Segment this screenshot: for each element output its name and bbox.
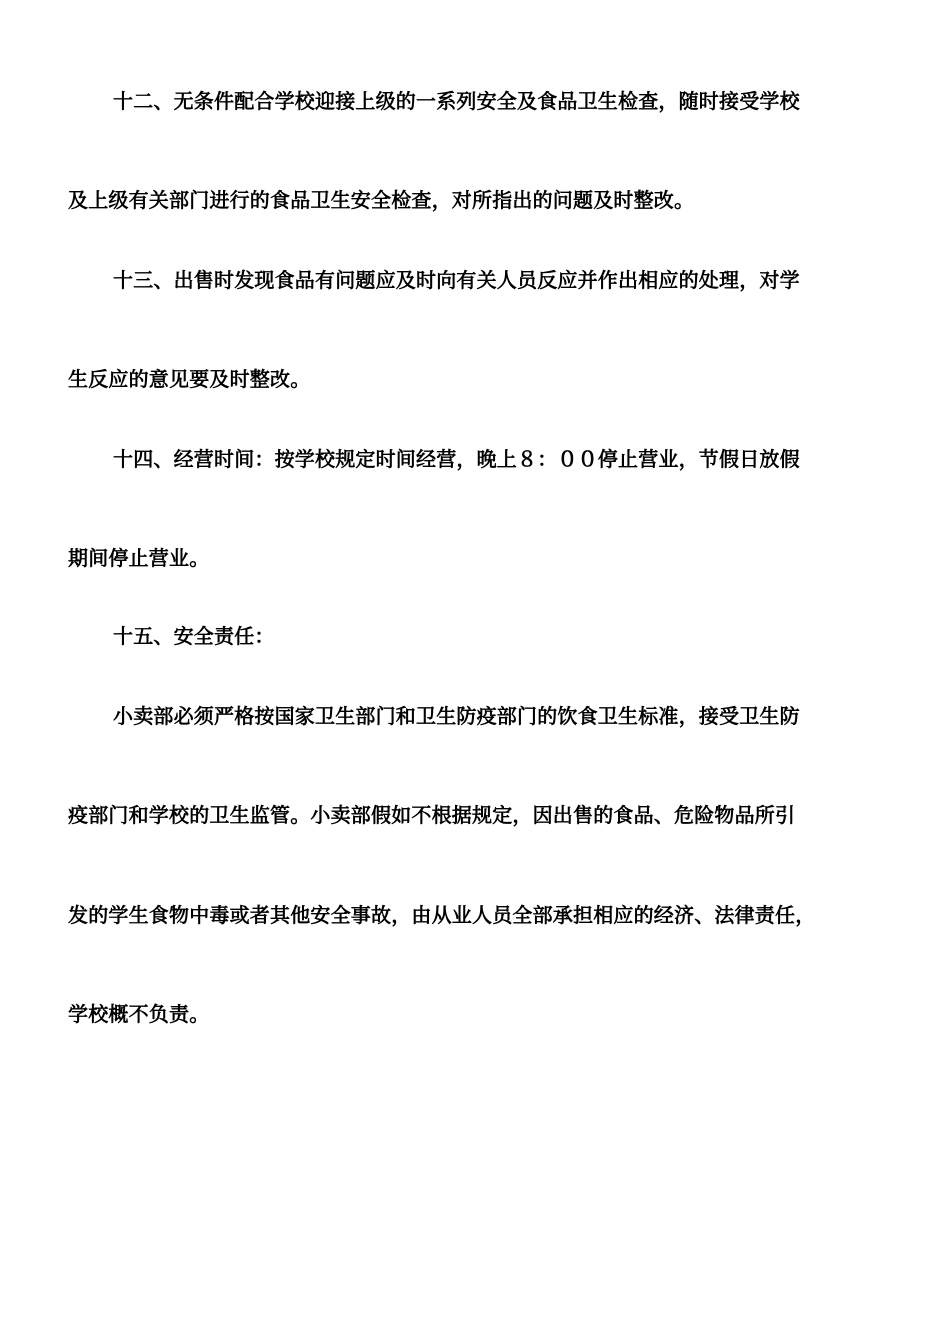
paragraph-safety-line-2: 疫部门和学校的卫生监管。小卖部假如不根据规定，因出售的食品、危险物品所引: [68, 803, 796, 827]
paragraph-14-line-1: 十四、经营时间：按学校规定时间经营，晚上８：００停止营业，节假日放假: [113, 447, 800, 471]
paragraph-13-line-1: 十三、出售时发现食品有问题应及时向有关人员反应并作出相应的处理，对学: [113, 268, 800, 292]
paragraph-safety-line-4: 学校概不负责。: [68, 1002, 210, 1026]
paragraph-15-heading: 十五、安全责任：: [113, 624, 275, 648]
paragraph-13-line-2: 生反应的意见要及时整改。: [68, 367, 311, 391]
paragraph-12-line-2: 及上级有关部门进行的食品卫生安全检查，对所指出的问题及时整改。: [68, 188, 695, 212]
paragraph-12-line-1: 十二、无条件配合学校迎接上级的一系列安全及食品卫生检查，随时接受学校: [113, 89, 800, 113]
paragraph-safety-line-3: 发的学生食物中毒或者其他安全事故，由从业人员全部承担相应的经济、法律责任，: [68, 903, 816, 927]
paragraph-14-line-2: 期间停止营业。: [68, 546, 210, 570]
paragraph-safety-line-1: 小卖部必须严格按国家卫生部门和卫生防疫部门的饮食卫生标准，接受卫生防: [113, 704, 800, 728]
